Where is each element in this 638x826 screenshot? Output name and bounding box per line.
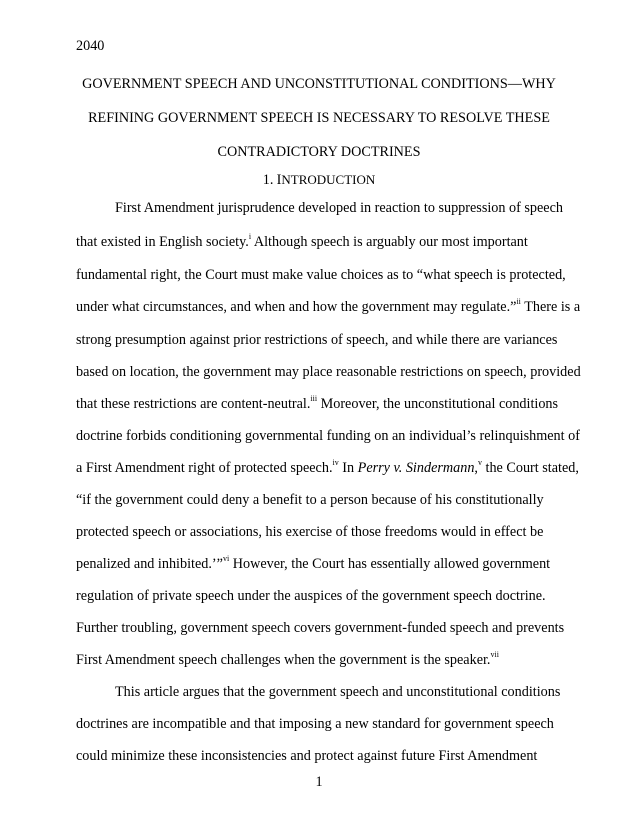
text-run: First Amendment speech challenges when the government is the speaker. bbox=[76, 652, 491, 668]
text-run: a First Amendment right of protected speech. bbox=[76, 460, 333, 476]
paragraph-line: based on location, the government may place reasonable restrictions on speech, provided bbox=[76, 364, 581, 380]
text-run: the Court stated, bbox=[481, 460, 579, 476]
page-number: 1 bbox=[315, 774, 323, 790]
paragraph-line bbox=[76, 556, 550, 573]
footnote-ref[interactable]: i bbox=[248, 232, 252, 242]
paragraph-line: First Amendment jurisprudence developed in reaction to suppression of speech bbox=[115, 200, 563, 216]
title-line-1: GOVERNMENT SPEECH AND UNCONSTITUTIONAL CONDITIONS—WHY bbox=[82, 76, 556, 92]
paragraph-line: doctrines are incompatible and that imposing a new standard for government speech bbox=[76, 716, 554, 732]
running-page-number: 2040 bbox=[76, 38, 105, 54]
text-run: that these restrictions are content-neutral. bbox=[76, 396, 311, 412]
text-run: , bbox=[474, 460, 478, 476]
text-run: that existed in English society. bbox=[76, 234, 249, 250]
footnote-ref[interactable]: vi bbox=[222, 554, 230, 564]
title-line-3: CONTRADICTORY DOCTRINES bbox=[217, 144, 421, 160]
footnote-ref[interactable]: v bbox=[477, 458, 482, 468]
text-run: Although speech is arguably our most important bbox=[251, 234, 528, 250]
paragraph-line: fundamental right, the Court must make value choices as to “what speech is protected, bbox=[76, 267, 566, 283]
paragraph-line: protected speech or associations, his exercise of those freedoms would in effect be bbox=[76, 524, 544, 540]
text-run: under what circumstances, and when and how the government may regulate.” bbox=[76, 299, 517, 315]
text-run: However, the Court has essentially allowed government bbox=[229, 556, 551, 572]
footnote-ref[interactable]: vii bbox=[490, 650, 499, 660]
text-run: In bbox=[338, 460, 358, 476]
paragraph-line: could minimize these inconsistencies and protect against future First Amendment bbox=[76, 748, 538, 764]
case-name: Perry v. Sindermann bbox=[357, 460, 475, 476]
paragraph-line bbox=[76, 460, 579, 477]
section-title-rest: NTRODUCTION bbox=[281, 172, 376, 187]
paragraph-line bbox=[76, 396, 558, 413]
text-run: penalized and inhibited.’” bbox=[76, 556, 223, 572]
paragraph-line: strong presumption against prior restrictions of speech, and while there are variances bbox=[76, 332, 558, 348]
section-number: 1. bbox=[262, 172, 274, 188]
paragraph-line bbox=[76, 234, 528, 251]
paragraph-line bbox=[76, 652, 499, 669]
paragraph-line: Further troubling, government speech covers government-funded speech and prevents bbox=[76, 620, 565, 636]
section-initial: I bbox=[276, 172, 282, 188]
title-line-2: REFINING GOVERNMENT SPEECH IS NECESSARY TO RESOLVE THESE bbox=[88, 110, 550, 126]
paragraph-line: This article argues that the government speech and unconstitutional conditions bbox=[115, 684, 561, 700]
paragraph-line: “if the government could deny a benefit to a person because of his constitutionally bbox=[76, 492, 544, 508]
footnote-ref[interactable]: iv bbox=[332, 458, 339, 468]
text-run: There is a bbox=[520, 299, 581, 315]
footnote-ref[interactable]: ii bbox=[516, 297, 521, 307]
footnote-ref[interactable]: iii bbox=[310, 394, 318, 404]
paragraph-line: doctrine forbids conditioning governmental funding on an individual’s relinquishment of bbox=[76, 428, 580, 444]
text-run: Moreover, the unconstitutional conditions bbox=[317, 396, 559, 412]
paragraph-line bbox=[76, 299, 580, 316]
section-heading bbox=[60, 172, 578, 189]
paragraph-line: regulation of private speech under the auspices of the government speech doctrine. bbox=[76, 588, 546, 604]
